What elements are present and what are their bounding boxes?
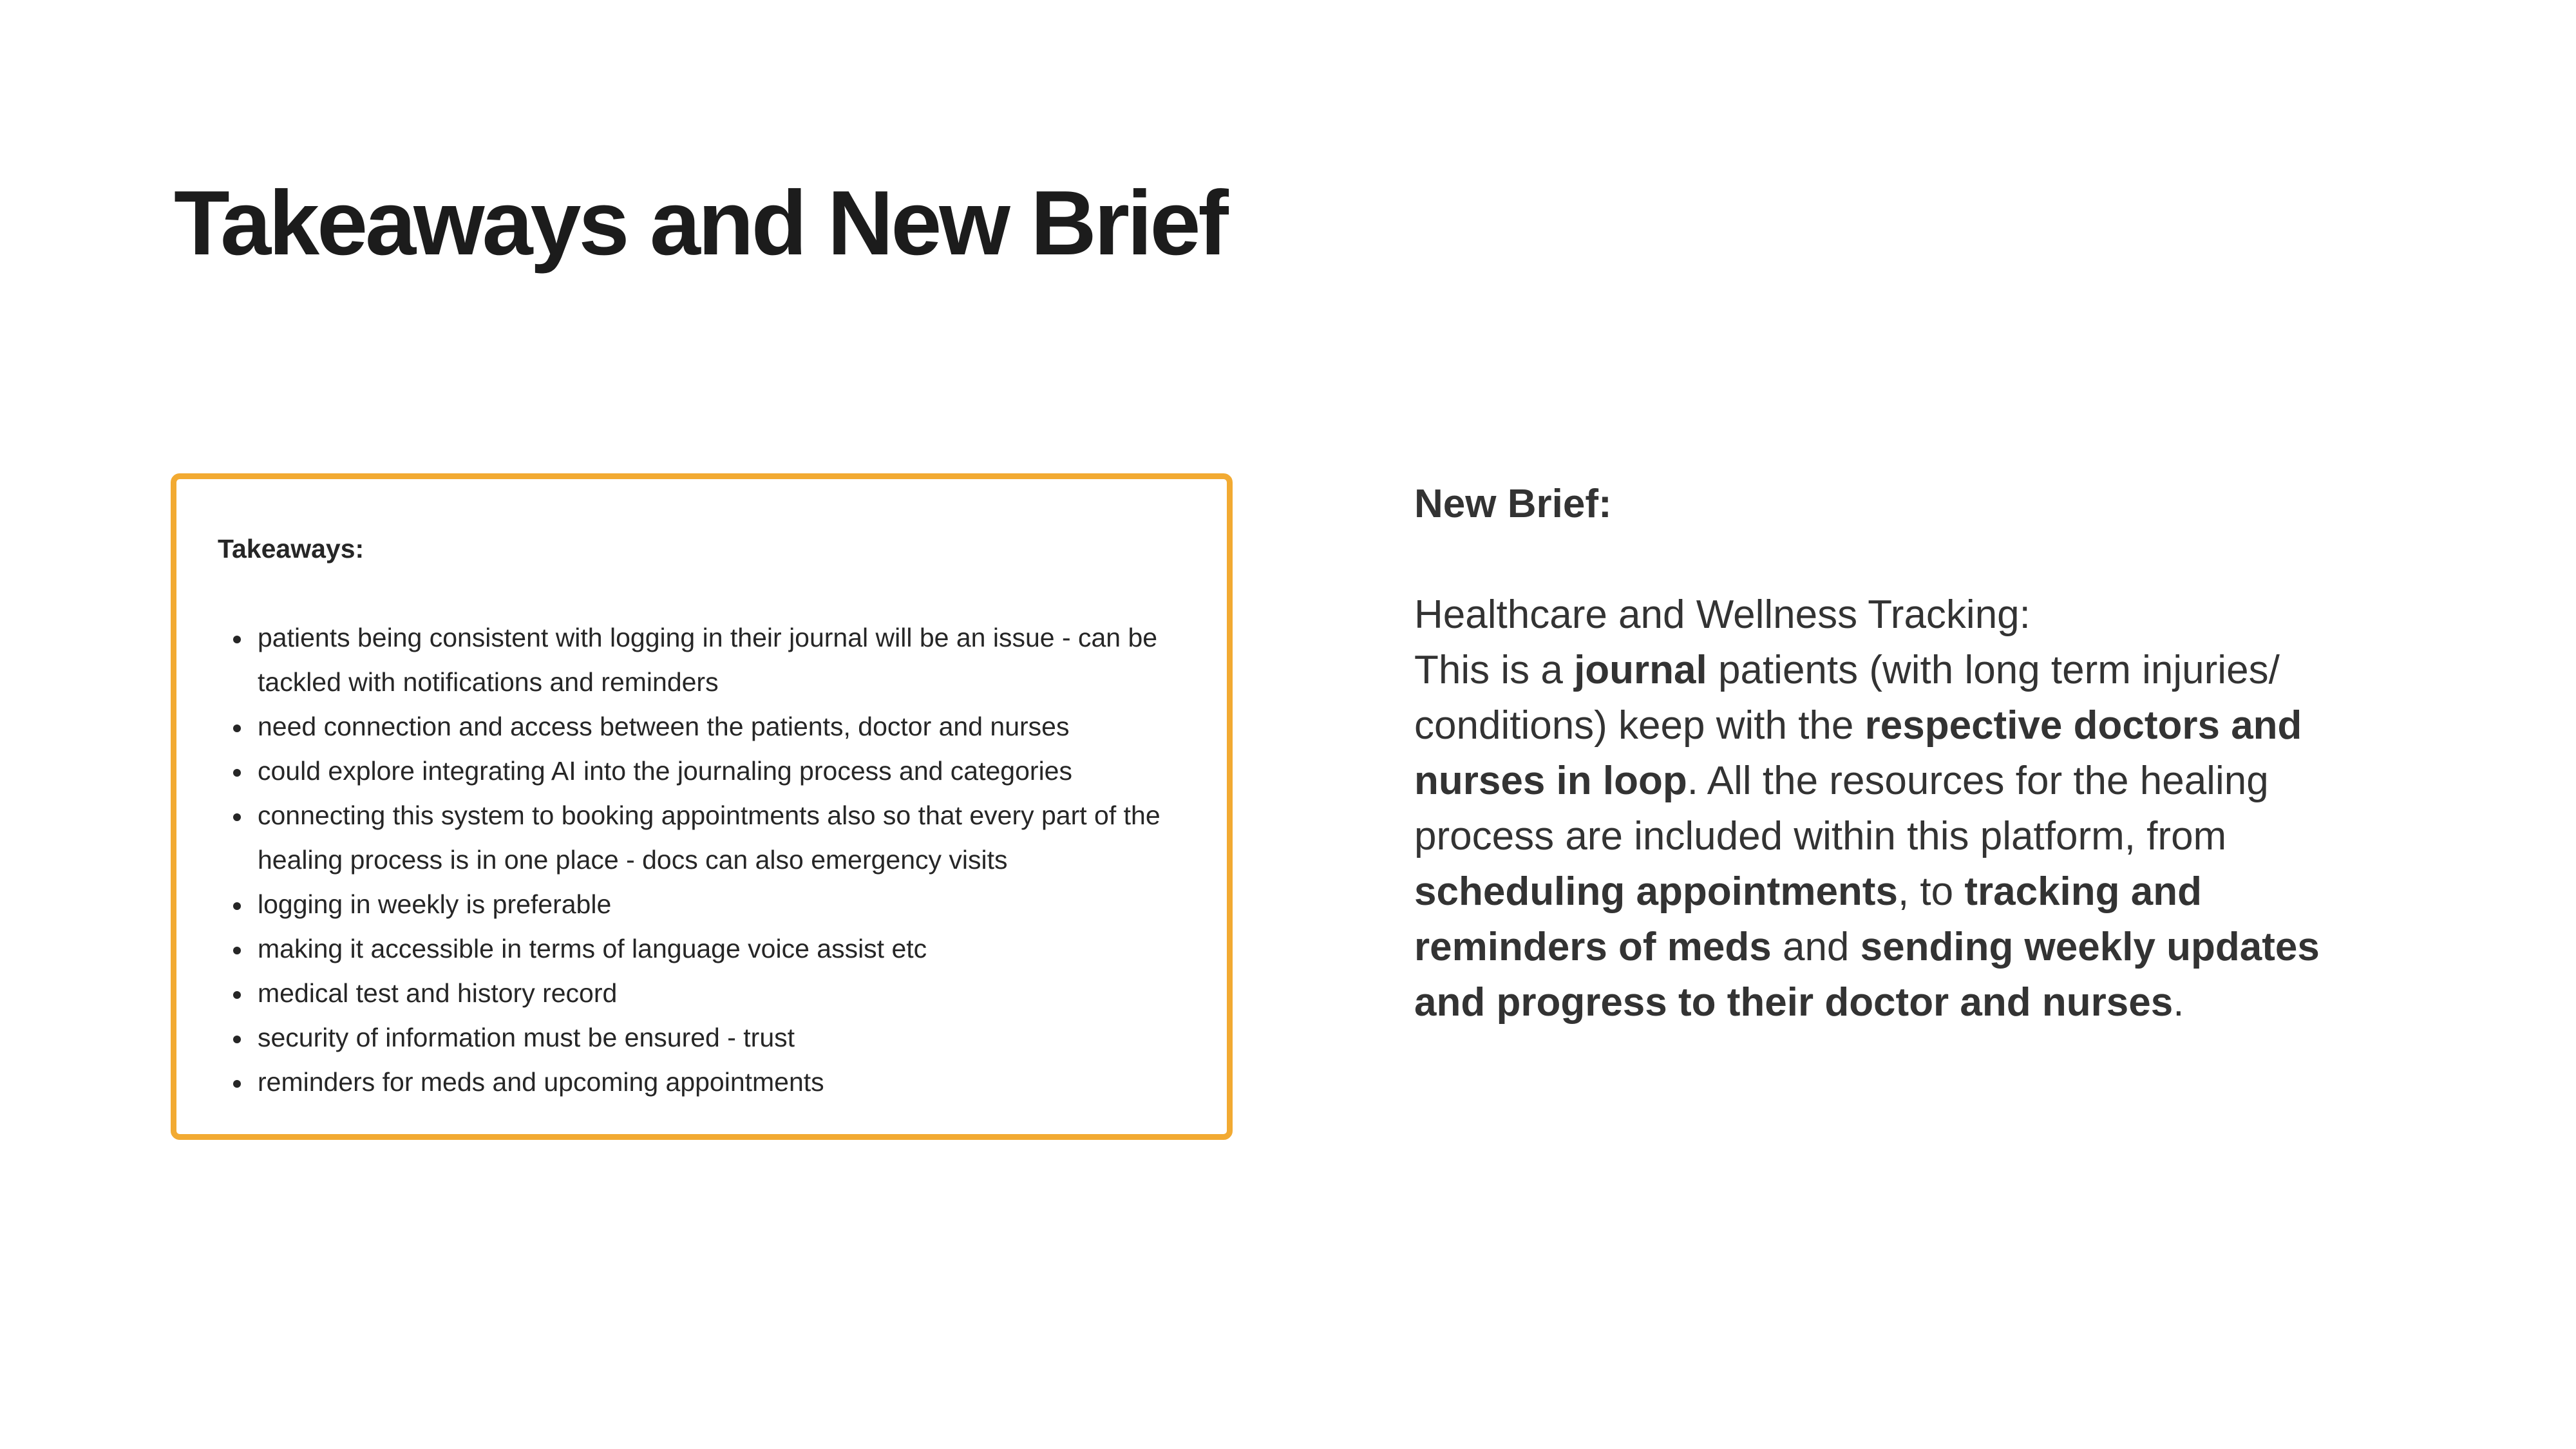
takeaways-card	[171, 473, 1233, 1140]
takeaway-item: security of information must be ensured - trust	[218, 1016, 1188, 1060]
takeaway-item: need connection and access between the patients, doctor and nurses	[218, 705, 1188, 749]
brief-text: patients (with long term injuries/ conditions) keep with the	[1414, 648, 2280, 748]
brief-text: , to	[1897, 869, 1965, 914]
brief-highlight: scheduling appointments	[1414, 869, 1898, 914]
takeaway-item: medical test and history record	[218, 971, 1188, 1016]
takeaways-heading: Takeaways:	[218, 534, 365, 564]
takeaway-item: connecting this system to booking appointments also so that every part of the healing process is in one place - docs can also emergency visits	[218, 793, 1188, 882]
takeaways-list	[218, 616, 1188, 1104]
brief-heading: New Brief:	[1414, 482, 1612, 526]
brief-text: and	[1771, 925, 1861, 969]
takeaway-item: patients being consistent with logging in their journal will be an issue - can be tackled with notifications and reminders	[218, 616, 1188, 705]
brief-highlight: sending weekly updates and progress to their doctor and nurses	[1414, 925, 2320, 1025]
brief-highlight: respective doctors and nurses in loop	[1414, 703, 2302, 803]
brief-highlight: journal	[1574, 648, 1707, 692]
takeaway-item: making it accessible in terms of language voice assist etc	[218, 927, 1188, 971]
new-brief-section	[1414, 477, 2393, 1030]
brief-text: .	[2173, 980, 2184, 1025]
brief-text: This is a	[1414, 648, 1575, 692]
brief-body	[1414, 643, 2393, 1030]
takeaway-item: logging in weekly is preferable	[218, 882, 1188, 927]
takeaway-item: reminders for meds and upcoming appointments	[218, 1060, 1188, 1104]
brief-text: . All the resources for the healing process are included within this platform, from	[1414, 759, 2269, 858]
brief-subtitle: Healthcare and Wellness Tracking:	[1414, 592, 2031, 637]
brief-highlight: tracking and reminders of meds	[1414, 869, 2202, 969]
page-title: Takeaways and New Brief	[174, 172, 1226, 274]
takeaway-item: could explore integrating AI into the journaling process and categories	[218, 749, 1188, 793]
